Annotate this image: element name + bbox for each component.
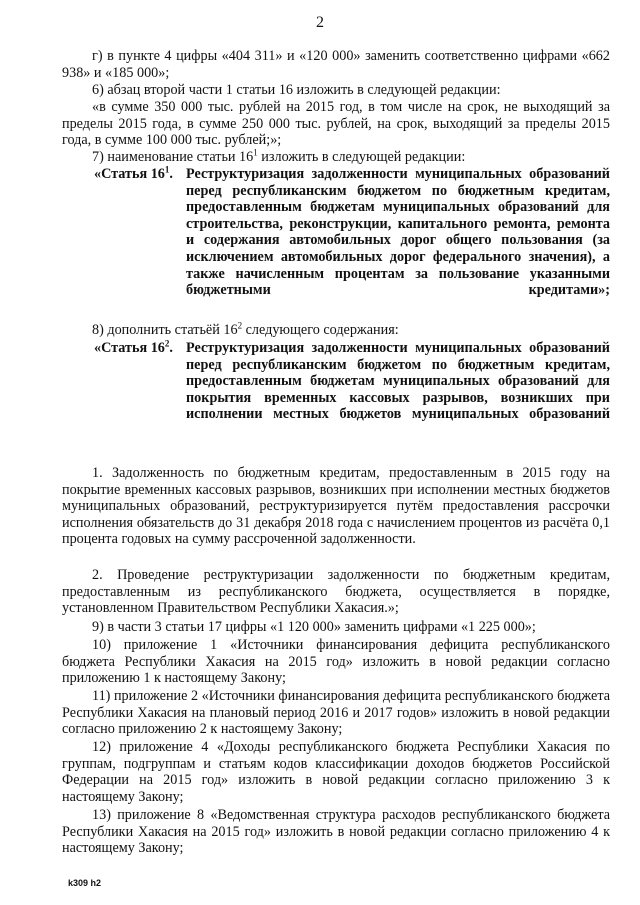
- item-8: 8) дополнить статьёй $16^2$ следующего содержания:: [92, 320, 399, 338]
- item-7: 7) наименование статьи $16^1$ изложить в следующей редакции:: [92, 147, 466, 165]
- article-16-1-heading: «Статья $16^1$. Реструктуризация задолженности муниципальных образований перед республиканским бюджетом по бюджетным кредитам, предоставленным бюджетам муниципальных образований для строительства, реконструкции, капитального ремонта, ремонта и содержания автомобильных дорог общего пользования (за исключением автомобильных дорог федерального значения), а также начисленным процентам за пользование указанными бюджетными кредитами»;: [94, 164, 610, 299]
- article-16-2-heading: «Статья $16^2$. Реструктуризация задолженности муниципальных образований перед республиканским бюджетом по бюджетным кредитам, предоставленным бюджетам муниципальных образований для покрытия временных кассовых разрывов, возникших при исполнении местных бюджетов муниципальных образований: [94, 338, 610, 423]
- item-6-text: «в сумме 350 000 тыс. рублей на 2015 год, в том числе на срок, не выходящий за пределы 2015 года, в сумме 250 000 тыс. рублей, на срок, выходящий за пределы 2015 года, в сумме 100 000 тыс. рублей;»;: [62, 99, 610, 149]
- footer-code: k309 h2: [68, 878, 102, 888]
- article-16-2-title: Реструктуризация задолженности муниципальных образований перед республиканским бюджетом по бюджетным кредитам, предоставленным бюджетам муниципальных образований для покрытия временных кассовых разрывов, возникших при исполнении местных бюджетов муниципальных образований: [186, 340, 610, 423]
- item-9: 9) в части 3 статьи 17 цифры «1 120 000» заменить цифрами «1 225 000»;: [92, 619, 536, 635]
- item-10: 10) приложение 1 «Источники финансирования дефицита республиканского бюджета Республики Хакасия на 2015 год» изложить в новой редакции согласно приложению 1 к настоящему Закону;: [62, 637, 610, 687]
- item-g: г) в пункте 4 цифры «404 311» и «120 000» заменить соответственно цифрами «662 938» и «185 000»;: [62, 48, 610, 81]
- article-part-1: 1. Задолженность по бюджетным кредитам, предоставленным в 2015 году на покрытие временных кассовых разрывов, возникших при исполнении местных бюджетов муниципальных образований, реструктуризируется путём предоставления рассрочки исполнения обязательств до 31 декабря 2018 года с начислением процентов из расчёта 0,1 процента годовых на сумму рассроченной задолженности.: [62, 465, 610, 548]
- item-13: 13) приложение 8 «Ведомственная структура расходов республиканского бюджета Республики Хакасия на 2015 год» изложить в новой редакции согласно приложению 4 к настоящему Закону;: [62, 807, 610, 857]
- item-11: 11) приложение 2 «Источники финансирования дефицита республиканского бюджета Республики Хакасия на плановый период 2016 и 2017 годов» изложить в новой редакции согласно приложению 2 к настоящему Закону;: [62, 688, 610, 738]
- article-part-2: 2. Проведение реструктуризации задолженности по бюджетным кредитам, предоставленным из республиканского бюджета, осуществляется в порядке, установленном Правительством Республики Хакасия.»;: [62, 567, 610, 617]
- article-16-1-title: Реструктуризация задолженности муниципальных образований перед республиканским бюджетом по бюджетным кредитам, предоставленным бюджетам муниципальных образований для строительства, реконструкции, капитального ремонта, ремонта и содержания автомобильных дорог общего пользования (за исключением автомобильных дорог федерального значения), а также начисленным процентам за пользование указанными бюджетными кредитами»;: [186, 166, 610, 299]
- page-number: 2: [316, 14, 324, 31]
- item-6: 6) абзац второй части 1 статьи 16 изложить в следующей редакции:: [92, 82, 501, 98]
- item-12: 12) приложение 4 «Доходы республиканского бюджета Республики Хакасия по группам, подгруппам и статьям кодов классификации доходов бюджетов Российской Федерации на 2015 год» изложить в новой редакции согласно приложению 3 к настоящему Закону;: [62, 739, 610, 805]
